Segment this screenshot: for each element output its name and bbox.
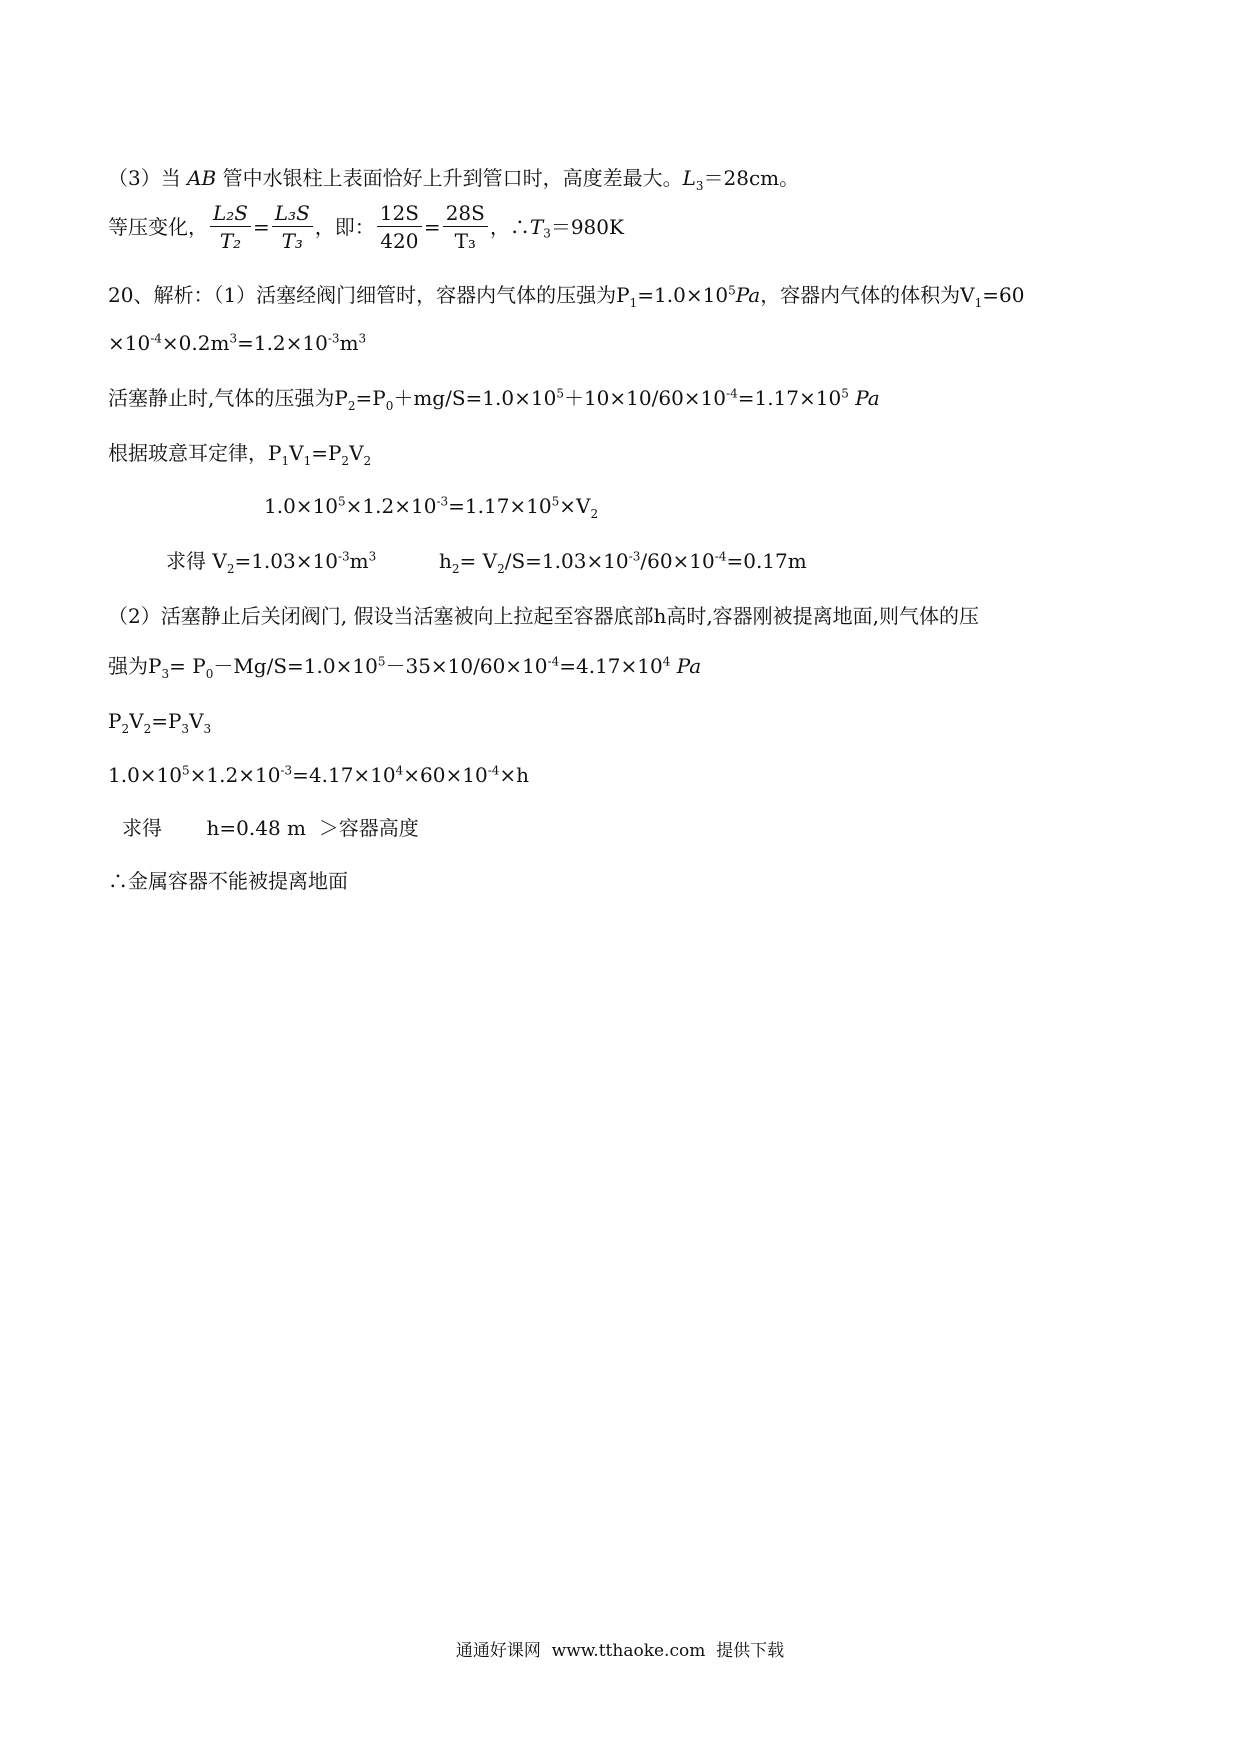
subscript: 3: [161, 667, 170, 681]
superscript: 5: [728, 283, 736, 298]
denominator: T₃: [454, 229, 476, 253]
text: ＝980K: [550, 215, 624, 239]
superscript: -4: [714, 549, 727, 564]
subscript: 1: [281, 454, 290, 468]
numerator: L₂S: [210, 203, 251, 227]
isobaric-equation-line: [108, 203, 624, 251]
subscript: 3: [203, 722, 212, 736]
unit: Pa: [670, 654, 702, 678]
text: V: [349, 441, 364, 465]
text: = P: [169, 654, 206, 678]
text: =P: [355, 386, 386, 410]
text: =60: [982, 283, 1025, 307]
text: 1.0×10: [264, 494, 339, 518]
subscript: 1: [629, 296, 638, 310]
denominator: T₃: [281, 229, 303, 253]
fraction-l2s-t2: [210, 203, 251, 251]
text: 强为P: [108, 654, 162, 678]
text: （3）当: [108, 166, 188, 190]
text: =1.17×10: [448, 494, 552, 518]
text: ，∴: [489, 215, 530, 239]
superscript: 4: [662, 654, 671, 669]
text: ×60×10: [403, 763, 488, 787]
superscript: 5: [841, 386, 849, 401]
fraction-28s-t3: [443, 203, 488, 251]
text: m: [349, 549, 369, 573]
numerator: L₃S: [272, 203, 313, 227]
text: = V: [459, 549, 498, 573]
subscript: 2: [341, 454, 350, 468]
superscript: -3: [337, 549, 350, 564]
subscript: 2: [363, 454, 372, 468]
subscript: 0: [385, 399, 394, 413]
text: ×h: [499, 763, 530, 787]
subscript: 3: [543, 226, 551, 241]
subscript: 2: [143, 722, 152, 736]
text: 20、解析：（1）活塞经阀门细管时，容器内气体的压强为P: [108, 283, 630, 307]
text: ∴金属容器不能被提离地面: [108, 869, 348, 893]
text: =1.0×10: [637, 283, 729, 307]
text: 管中水银柱上表面恰好上升到管口时，高度差最大。: [216, 166, 683, 190]
conclusion-line: [108, 871, 348, 891]
text: m: [339, 331, 359, 355]
superscript: -3: [327, 331, 340, 346]
superscript: 3: [229, 331, 238, 346]
text: /60×10: [640, 549, 715, 573]
boyle-law-line: [108, 441, 372, 468]
equals: =: [253, 215, 270, 239]
superscript: -3: [280, 763, 293, 778]
var-T: T: [529, 215, 544, 239]
superscript: -4: [726, 386, 738, 401]
text: 等压变化，: [108, 215, 208, 239]
text: ＋10×10/60×10: [563, 386, 727, 410]
superscript: -4: [487, 763, 500, 778]
text: =0.17m: [726, 549, 807, 573]
text: =4.17×10: [292, 763, 396, 787]
superscript: 5: [556, 386, 564, 401]
superscript: -4: [150, 331, 162, 346]
text: 根据玻意耳定律，P: [108, 441, 282, 465]
text: ＝28cm。: [703, 166, 800, 190]
text: V: [289, 441, 304, 465]
denominator: T₂: [219, 229, 242, 253]
subscript: 3: [695, 179, 704, 193]
superscript: 5: [377, 654, 386, 669]
text: =4.17×10: [559, 654, 663, 678]
text: V: [129, 709, 144, 733]
result-h-line: [122, 818, 419, 838]
equals: =: [423, 215, 441, 239]
text: ×10: [108, 331, 151, 355]
unit: Pa: [848, 386, 880, 410]
text: ×0.2m: [161, 331, 230, 355]
boyle-substitution-line: [264, 494, 599, 521]
text: ×V: [559, 494, 591, 518]
text: ，容器内气体的体积为V: [760, 283, 975, 307]
solution-part3-line: [108, 166, 800, 193]
subscript: 3: [181, 722, 190, 736]
superscript: 5: [338, 494, 346, 509]
superscript: 3: [368, 549, 377, 564]
tube-label: AB: [187, 166, 217, 190]
part2-intro-line: [108, 606, 979, 626]
subscript: 1: [974, 296, 983, 310]
fraction-12s-420: [377, 203, 422, 251]
superscript: -4: [547, 654, 560, 669]
pressure-p3-line: [108, 654, 702, 681]
fraction-l3s-t3: [272, 203, 313, 251]
denominator: 420: [380, 229, 419, 253]
text: ，即：: [314, 215, 375, 239]
part2-substitution-line: [108, 765, 529, 785]
text: =1.03×10: [234, 549, 338, 573]
superscript: 5: [551, 494, 560, 509]
superscript: -3: [436, 494, 449, 509]
text: /S=1.03×10: [504, 549, 629, 573]
superscript: 5: [182, 763, 190, 778]
text: V: [189, 709, 204, 733]
p2v2-p3v3-line: [108, 709, 212, 736]
superscript: 3: [358, 331, 367, 346]
subscript: 0: [205, 667, 214, 681]
text: 1.0×10: [108, 763, 183, 787]
subscript: 2: [497, 562, 505, 576]
pressure-p2-line: [108, 386, 880, 413]
numerator: 12S: [377, 203, 422, 227]
subscript: 2: [121, 722, 130, 736]
text: ＋mg/S=1.0×10: [393, 386, 557, 410]
text: ×1.2×10: [189, 763, 281, 787]
text: （2）活塞静止后关闭阀门, 假设当活塞被向上拉起至容器底部h高时,容器刚被提离地面,则气体的压: [108, 604, 980, 628]
text: －Mg/S=1.0×10: [213, 654, 378, 678]
text: =1.2×10: [237, 331, 328, 355]
subscript: 1: [303, 454, 312, 468]
subscript: 2: [590, 507, 599, 521]
footer-credit: [0, 1643, 1240, 1660]
text: =1.17×10: [737, 386, 842, 410]
text: 求得 h=0.48 m ＞容器高度: [122, 816, 419, 840]
subscript: 2: [347, 399, 356, 413]
superscript: -3: [628, 549, 641, 564]
text: ×1.2×10: [345, 494, 437, 518]
text: 求得 V: [166, 549, 227, 573]
text: =P: [151, 709, 182, 733]
text: 活塞静止时,气体的压强为P: [108, 386, 348, 410]
subscript: 2: [226, 562, 235, 576]
subscript: 2: [451, 562, 460, 576]
text: =P: [311, 441, 342, 465]
var-L: L: [682, 166, 696, 190]
unit: Pa: [735, 283, 761, 307]
text: P: [108, 709, 122, 733]
text: h: [438, 549, 452, 573]
question-20-line: [108, 283, 1025, 310]
text: －35×10/60×10: [385, 654, 548, 678]
footer-text: 通通好课网 www.tthaoke.com 提供下载: [455, 1641, 785, 1661]
superscript: 4: [395, 763, 404, 778]
numerator: 28S: [443, 203, 488, 227]
volume-line: [108, 333, 366, 353]
result-v2-h2-line: [166, 549, 807, 576]
